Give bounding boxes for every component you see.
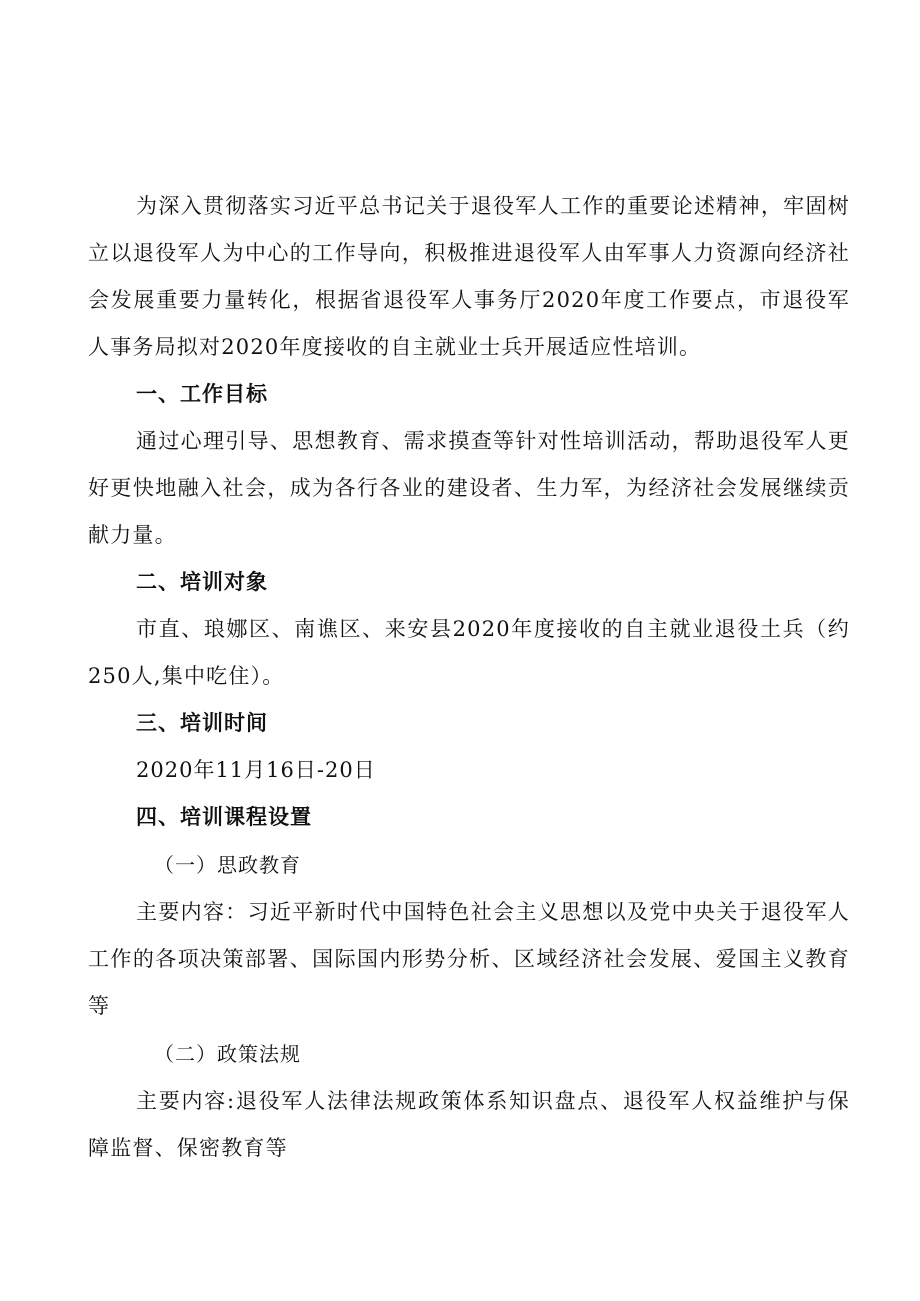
section-heading-audience: 二、培训对象 [136, 570, 268, 594]
subsection-body-policy: 主要内容:退役军人法律法规政策体系知识盘点、退役军人权益维护与保障监督、保密教育等 [88, 1089, 850, 1160]
document-body [88, 183, 850, 1172]
subsection-title-policy: （二）政策法规 [154, 1042, 301, 1066]
section-body-time: 2020年11月16日-20日 [136, 758, 376, 782]
section-heading-goals: 一、工作目标 [136, 382, 268, 406]
subsection-title-ideology: （一）思政教育 [154, 853, 301, 877]
subsection-body-ideology: 主要内容：习近平新时代中国特色社会主义思想以及党中央关于退役军人工作的各项决策部署、国际国内形势分析、区域经济社会发展、爱国主义教育等 [88, 900, 850, 1018]
section-body-audience: 市直、琅娜区、南谯区、来安县2020年度接收的自主就业退役土兵（约250人,集中吃住）。 [88, 617, 850, 688]
section-body-goals: 通过心理引导、思想教育、需求摸查等针对性培训活动，帮助退役军人更好更快地融入社会，成为各行各业的建设者、生力军，为经济社会发展继续贡献力量。 [88, 429, 850, 547]
section-heading-time: 三、培训时间 [136, 711, 268, 735]
section-heading-courses: 四、培训课程设置 [136, 805, 312, 829]
intro-paragraph: 为深入贯彻落实习近平总书记关于退役军人工作的重要论述精神，牢固树立以退役军人为中心的工作导向，积极推进退役军人由军事人力资源向经济社会发展重要力量转化，根据省退役军人事务厅2020年度工作要点，市退役军人事务局拟对2020年度接收的自主就业士兵开展适应性培训。 [88, 194, 850, 359]
